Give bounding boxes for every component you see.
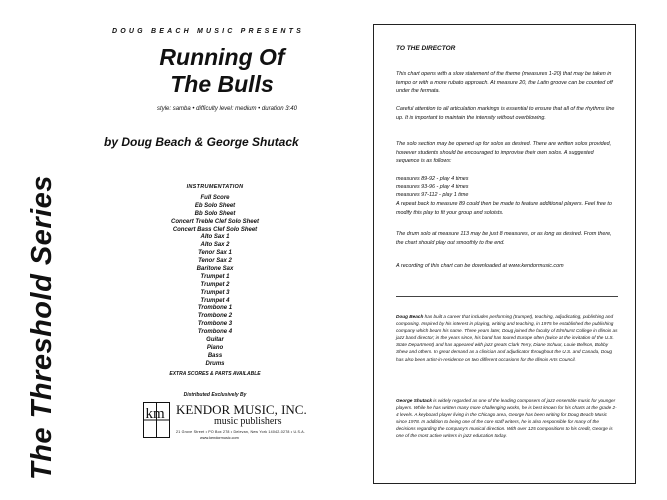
instrumentation-heading: INSTRUMENTATION (186, 184, 244, 190)
publisher-name: KENDOR MUSIC, INC. (176, 402, 307, 417)
solo-sequence-item: measures 97-112 - play 1 time (396, 192, 469, 198)
instrument-item: Guitar (206, 337, 224, 344)
instrument-item: Trombone 4 (197, 329, 233, 336)
instrument-item: Concert Treble Clef Solo Sheet (171, 218, 259, 225)
kendor-logo-mark (143, 402, 170, 438)
instrument-item: Trombone 2 (197, 313, 233, 320)
instrument-item: Piano (206, 344, 224, 351)
solo-sequence-item: measures 89-92 - play 4 times (396, 176, 469, 182)
bio-george-shutack (396, 397, 618, 440)
instrument-item: Bass (207, 352, 223, 359)
download-note: A recording of this chart can be downloaded at www.kendormusic.com (396, 263, 564, 269)
instrument-item: Baritone Sax (196, 266, 234, 273)
director-paragraph: Careful attention to all articulation markings is essential to ensure that all of the rhythms line up. It is important to maintain the intensity without overblowing. (396, 106, 615, 121)
publisher-website: www.kendormusic.com (200, 436, 239, 440)
song-title-line-2: The Bulls (170, 71, 274, 97)
instrument-item: Eb Solo Sheet (194, 202, 236, 209)
instrument-item: Trumpet 1 (200, 273, 230, 280)
instrument-item: Trumpet 3 (200, 289, 230, 296)
instrument-item: Trombone 3 (197, 321, 233, 328)
director-paragraph: This chart opens with a slow statement of the theme (measures 1-20) that may be taken in tempo or with a more rubato approach. At measure 20, the Latin groove can be counted off under the fermata. (396, 71, 613, 95)
director-paragraph: The solo section may be opened up for solos as desired. There are written solos provided, however students should be encouraged to improvise their own solos. A suggested sequence is as follows: (396, 141, 612, 165)
song-title-line-1: Running Of (159, 44, 285, 70)
composers-credit: by Doug Beach & George Shutack (104, 135, 299, 149)
instrument-item: Concert Bass Clef Solo Sheet (172, 226, 258, 233)
director-paragraph: The drum solo at measure 113 may be just 8 measures, or as long as desired. From there, the chart should play out smoothly to the end. (396, 231, 612, 246)
instrument-item: Trumpet 2 (200, 281, 230, 288)
bio-doug-beach (396, 313, 618, 363)
publisher-line: DOUG BEACH MUSIC PRESENTS (112, 28, 305, 35)
logo-letter-k: km (145, 406, 165, 422)
director-heading: TO THE DIRECTOR (396, 45, 456, 52)
kendor-logo-icon (144, 403, 169, 437)
extra-parts-note: EXTRA SCORES & PARTS AVAILABLE (169, 371, 261, 377)
instrument-item: Alto Sax 2 (200, 242, 230, 249)
instrumentation-list (140, 195, 290, 369)
style-info: style: samba • difficulty level: medium • duration 3:40 (157, 106, 297, 112)
instrument-item: Tenor Sax 2 (198, 258, 232, 265)
song-title (112, 44, 332, 98)
section-divider (396, 296, 618, 297)
bio-text: is widely regarded as one of the leading composers of jazz ensemble music for younger players. While he has written many more challenging works, he is best known for his charts at the grade 2-4 levels. A keyboard player living in the Chicago area, George has been writing for Doug Beach Music since 1978. In addition to being one of the core staff writers, he is also responsible for many of the decisions regarding the company's musical direction. With over 125 compositions to his credit, George is one of the most active writers in jazz education today. (396, 398, 617, 439)
solo-sequence-item: measures 93-96 - play 4 times (396, 184, 469, 190)
bio-name: Doug Beach (396, 314, 424, 319)
instrument-item: Trombone 1 (197, 305, 233, 312)
instrument-item: Full Score (200, 195, 230, 201)
publisher-address: 21 Grove Street • PO Box 278 • Delevan, New York 14042-0278 • U.S.A. (176, 430, 306, 434)
publisher-tagline: music publishers (214, 416, 282, 427)
bio-name: George Shutack (396, 398, 432, 403)
director-paragraph: A repeat back to measure 89 could then be made to feature additional players. Feel free to modify this play to fit your group and soloists. (396, 201, 612, 216)
bio-text: has built a career that includes performing (trumpet), teaching, adjudicating, publishing and composing. Inspired by his interest in playing, writing and teaching, in 1975 he established the publishing company which bears his name. Three years later, Doug joined the faculty of Elmhurst College in Illinois as jazz band director; in the years since, his band has toured Europe often (twice at the invitation of the U.S. State Department) and has appeared with jazz greats Clark Terry, Diane Schuur, Louie Bellson, Bobby Shew and others. In great demand as a clinician and adjudicator throughout the U.S. and Canada, Doug has also been artist-in-residence on two different occasions for the Illinois Arts Council. (396, 314, 618, 362)
instrument-item: Bb Solo Sheet (194, 210, 236, 217)
series-title: The Threshold Series (26, 175, 58, 480)
instrument-item: Tenor Sax 1 (198, 250, 232, 257)
instrument-item: Trumpet 4 (200, 297, 230, 304)
instrument-item: Drums (205, 360, 225, 367)
distributed-by: Distributed Exclusively By (183, 392, 247, 398)
instrument-item: Alto Sax 1 (200, 234, 230, 241)
